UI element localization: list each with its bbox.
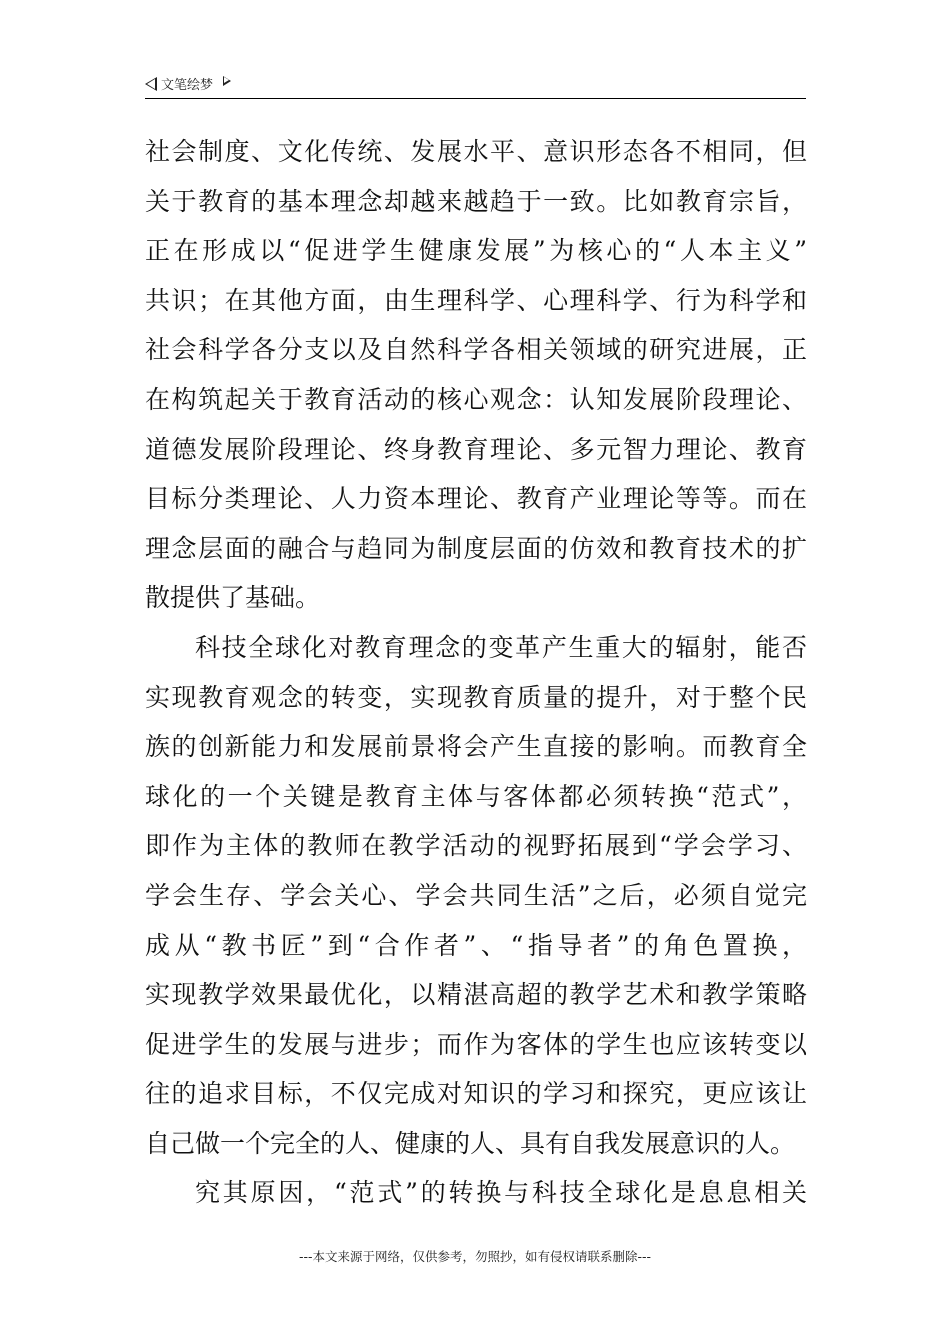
text-line: 在构筑起关于教育活动的核心观念：认知发展阶段理论、 <box>145 384 807 414</box>
text-line: 球化的一个关键是教育主体与客体都必须转换“范式”， <box>145 781 807 811</box>
triangle-right-icon <box>223 76 231 86</box>
text-line: 促进学生的发展与进步；而作为客体的学生也应该转变以 <box>145 1029 807 1059</box>
text-line: 社会制度、文化传统、发展水平、意识形态各不相同，但 <box>145 137 807 166</box>
text-line: 正在形成以“促进学生健康发展”为核心的“人本主义” <box>145 236 807 266</box>
page-header <box>145 72 806 99</box>
text-line: 即作为主体的教师在教学活动的视野拓展到“学会学习、 <box>145 831 807 861</box>
document-body <box>145 127 807 1218</box>
paragraph <box>145 1168 807 1218</box>
paragraph <box>145 127 807 623</box>
text-line: 道德发展阶段理论、终身教育理论、多元智力理论、教育 <box>145 434 807 464</box>
text-line: 成从“教书匠”到“合作者”、“指导者”的角色置换， <box>145 930 807 960</box>
text-line: 散提供了基础。 <box>145 583 321 613</box>
text-line: 科技全球化对教育理念的变革产生重大的辐射，能否 <box>195 632 807 662</box>
text-line: 实现教学效果最优化，以精湛高超的教学艺术和教学策略 <box>145 980 807 1010</box>
header-brand <box>145 74 231 93</box>
header-title: 文笔绘梦 <box>161 78 214 93</box>
text-line: 往的追求目标，不仅完成对知识的学习和探究，更应该让 <box>145 1079 807 1109</box>
text-line: 社会科学各分支以及自然科学各相关领域的研究进展，正 <box>145 335 807 365</box>
text-line: 学会生存、学会关心、学会共同生活”之后，必须自觉完 <box>145 880 807 910</box>
text-line: 实现教育观念的转变，实现教育质量的提升，对于整个民 <box>145 682 807 712</box>
text-line: 究其原因，“范式”的转换与科技全球化是息息相关 <box>195 1178 807 1208</box>
text-line: 族的创新能力和发展前景将会产生直接的影响。而教育全 <box>145 732 807 762</box>
text-line: 共识；在其他方面，由生理科学、心理科学、行为科学和 <box>145 285 807 315</box>
triangle-left-icon <box>145 77 157 91</box>
footer-note: ---本文来源于网络，仅供参考，勿照抄，如有侵权请联系删除--- <box>298 1249 652 1264</box>
text-line: 自己做一个完全的人、健康的人、具有自我发展意识的人。 <box>145 1128 796 1158</box>
paragraph <box>145 623 807 1169</box>
text-line: 理念层面的融合与趋同为制度层面的仿效和教育技术的扩 <box>145 533 807 563</box>
text-line: 关于教育的基本理念却越来越趋于一致。比如教育宗旨， <box>145 186 807 216</box>
text-line: 目标分类理论、人力资本理论、教育产业理论等等。而在 <box>145 484 807 514</box>
